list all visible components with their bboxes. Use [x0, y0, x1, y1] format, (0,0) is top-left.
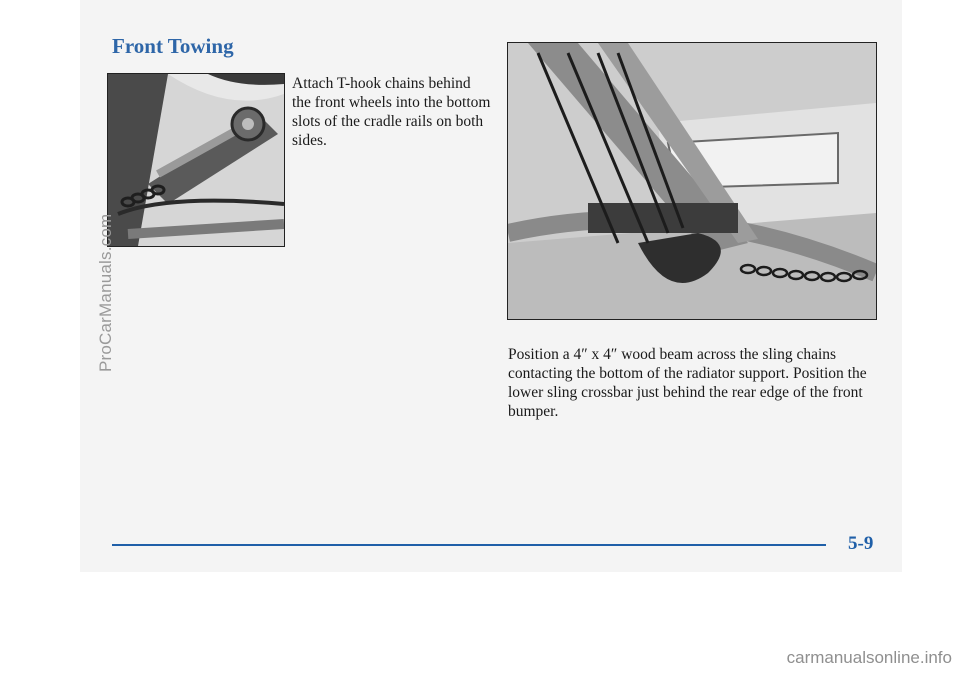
wood-beam-instruction: Position a 4″ x 4″ wood beam across the sling chains contacting the bottom of the radiator support. Position the lower sling crossbar just behind the rear edge of the front bumper.	[508, 346, 867, 420]
footer-rule	[112, 544, 826, 546]
t-hook-instruction: Attach T-hook chains behind the front wheels into the bottom slots of the cradle rails on both sides.	[292, 75, 491, 149]
page-number: 5-9	[848, 533, 874, 554]
section-heading: Front Towing	[112, 34, 234, 58]
t-hook-chain-illustration	[107, 73, 285, 247]
bottom-watermark: carmanualsonline.info	[786, 648, 952, 667]
side-watermark: ProCarManuals.com	[96, 213, 115, 372]
sling-towing-illustration	[507, 42, 877, 320]
